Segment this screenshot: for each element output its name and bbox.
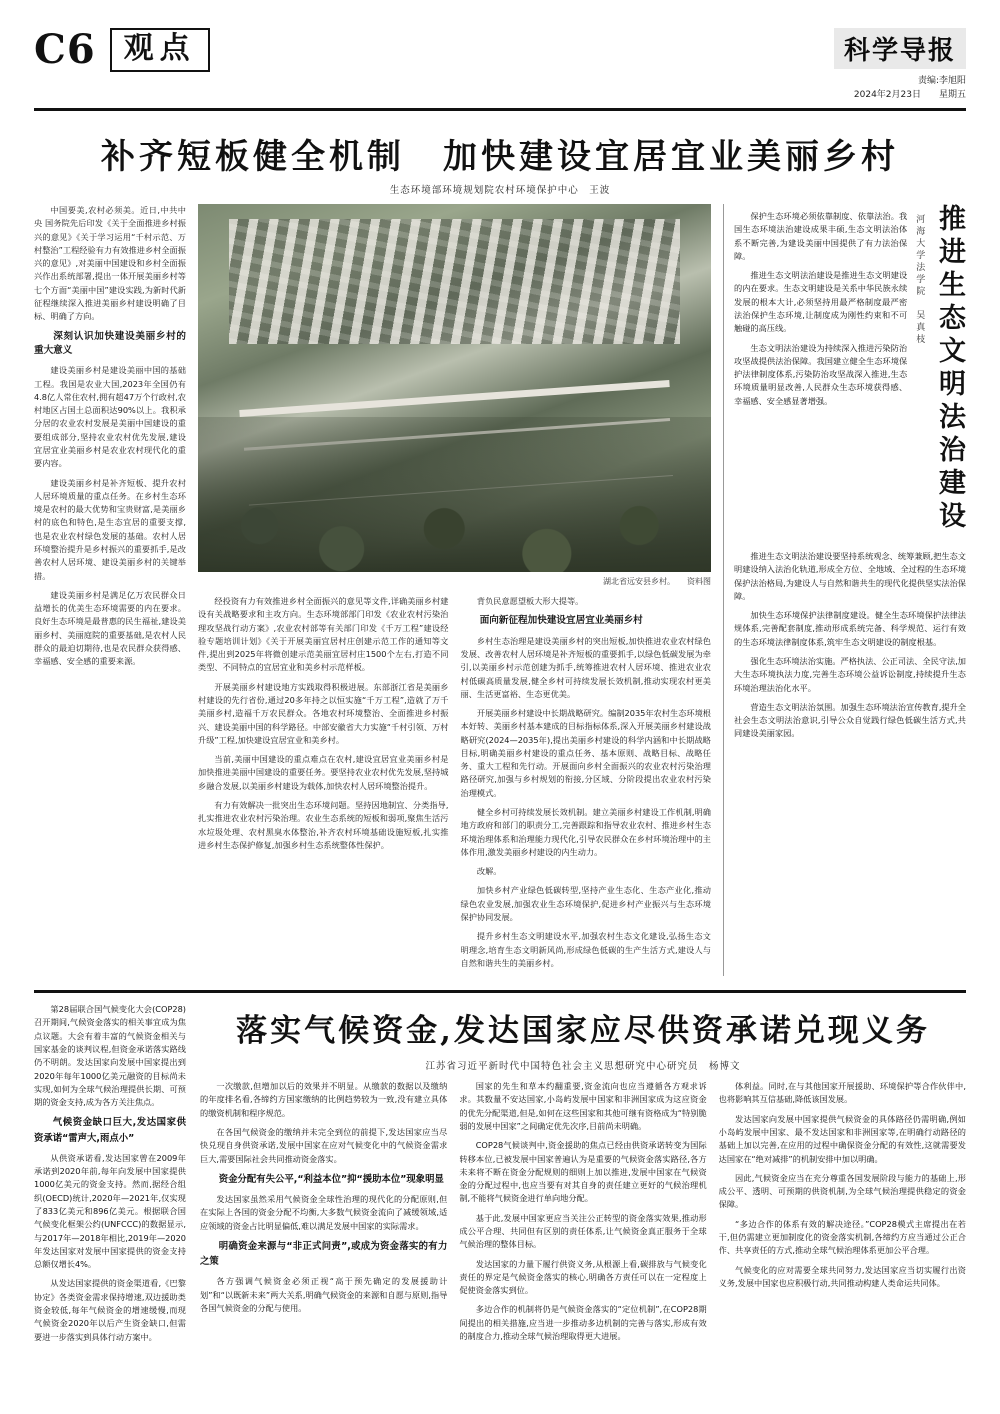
paragraph: 第28届联合国气候变化大会(COP28)召开期间,气候资金落实的相关事宜成为焦点议题。大会有着丰富的气候资金相关与国家基金的谈判议程,但资金承诺落实路线仍不明朗。发达国家向发展中国家提出到2020年每年1000亿美元融资的目标尚未实现,如何为全球气候治理提供长期、可预期的资金支持,成为各方关注焦点。 [34, 1004, 186, 1108]
masthead-meta [834, 75, 966, 102]
paragraph: 改解。 [476, 866, 502, 877]
paragraph: 生态文明法治建设为持续深入推进污染防治攻坚战提供法治保障。我国建立健全生态环境保护法律制度体系,污染防治攻坚战深入推进,生态环境质量明显改善,人民群众生态环境获得感、幸福感、安全感显著增强。 [734, 342, 908, 406]
paragraph: 推进生态文明法治建设要坚持系统观念、统筹兼顾,把生态文明建设纳入法治化轨道,形成全方位、全地域、全过程的生态环境保护法治格局,为建设人与自然和谐共生的现代化提供坚实法治保障。 [734, 551, 966, 601]
sidebar-intro [734, 210, 907, 544]
paragraph: 一次缴款,但增加以后的效果并不明显。从缴款的数据以及缴纳的年度排名看,各缔约方国家缴纳的比例趋势较为一致,没有建立具体的缴资机制和程序规范。 [200, 1081, 448, 1118]
sidebar-body [734, 550, 966, 741]
masthead-left [34, 28, 210, 72]
paragraph: 营造生态文明法治氛围。加强生态环境法治宣传教育,提升全社会生态文明法治意识,引导公众自觉践行绿色低碳生活方式,共同建设美丽家园。 [734, 701, 966, 739]
sidebar-headline: 推进生态文明法治建设 [934, 204, 965, 534]
paragraph: 建设美丽乡村是建设美丽中国的基础工程。我国是农业大国,2023年全国仍有4.8亿人常住农村,拥有超47万个行政村,农村地区占国土总面积达90%以上。我积承分居的农业农村发展是美丽中国建设的重要组成部分,坚持农业农村优先发展,建设宜居宜业美丽乡村是农业农村现代化的重要内容。 [34, 365, 186, 469]
paragraph: 提升乡村生态文明建设水平,加强农村生态文化建设,弘扬生态文明理念,培育生态文明新风尚,形成绿色低碳的生产生活方式,建设人与自然和谐共生的美丽乡村。 [460, 931, 711, 968]
lower-column-1 [34, 1003, 186, 1350]
subheading: 资金分配有失公平,“利益本位”抑“援助本位”现象明显 [218, 1173, 444, 1185]
paragraph: 开展美丽乡村建设地方实践取得积极进展。东部浙江省是美丽乡村建设的先行省份,通过20多年持之以恒实施“千万工程”,造就了万千美丽乡村,造福千万农民群众。各地农村环境整治、全面推进乡村振兴、建设美丽中国的科学路径。中部安徽省大力实施“千村引领、万村升级”工程,加快建设宜居宜业和美乡村。 [198, 681, 449, 745]
subheading: 气候资金缺口巨大,发达国家供资承诺“雷声大,雨点小” [34, 1117, 186, 1144]
masthead [34, 28, 966, 111]
paragraph: 有力有效解决一批突出生态环境问题。坚持因地制宜、分类指导,扎实推进农业农村污染治理。农业生态系统的短板和弱项,聚焦生活污水垃圾处理、农村黑臭水体整治,补齐农村环境基础设施短板,扎实推进乡村生态保护修复,加强乡村生态系统整体性保护。 [198, 799, 449, 850]
paragraph: 发达国家的力量下履行供资义务,从根源上看,碳排放与气候变化责任的界定是气候资金落实的核心,明确各方责任可以在一定程度上促使资金落实到位。 [459, 1258, 707, 1296]
newspaper-brand: 科学导报 [834, 28, 966, 69]
paragraph: 体利益。同时,在与其他国家开展援助、环境保护等合作伙伴中,也将影响其互信基础,降低该国发展。 [718, 1081, 966, 1105]
paragraph: COP28气候谈判中,资金援助的焦点已经由供资承诺转变为国际转移本位,已被发展中国家普遍认为是重要的气候资金落实路径,各方未来将不断在资金分配规则的细则上加以推进,发展中国家在气候资金的分配过程中,也应当要有对其自身的责任建立更好的气候治理机制,不能将气候资金进行单向地分配。 [459, 1140, 707, 1204]
page-number: C6 [34, 26, 96, 73]
photo-road [239, 380, 669, 417]
paragraph: 发达国家虽然采用气候资金全球性治理的现代化的分配原则,但在实际上各国的资金分配不均衡,大多数气候资金流向了减缓领域,适应领域的资金占比明显偏低,难以满足发展中国家的实际需求。 [200, 1194, 448, 1231]
paragraph: 各方强调气候资金必须正视“高于预先确定的发展援助计划”和“以既新未来”两大关系,明确气候资金的来源和自愿与原则,指导各国气候资金的分配与使用。 [200, 1276, 448, 1313]
editor-label: 责编:李旭阳 [917, 76, 966, 86]
main-headline: 补齐短板健全机制 加快建设宜居宜业美丽乡村 [101, 137, 899, 177]
masthead-right [834, 28, 966, 102]
paragraph: 乡村生态治理是建设美丽乡村的突出短板,加快推进农业农村绿色发展、改善农村人居环境是补齐短板的重要抓手,以绿色低碳发展为牵引,以美丽乡村示范创建为抓手,统筹推进农村人居环境、推进农业农村低碳高质量发展,健全乡村可持续发展长效机制,推动实现农村更美丽、生活更富裕、生态更优美。 [460, 635, 711, 699]
subheading: 深刻认识加快建设美丽乡村的重大意义 [34, 330, 186, 356]
lower-article-body [200, 1003, 966, 1349]
main-photo-block [198, 204, 711, 976]
paragraph: 保护生态环境必须依靠制度、依靠法治。我国生态环境法治建设成果丰硕,生态文明法治体系不断完善,为建设美丽中国提供了有力法治保障。 [734, 211, 908, 261]
paragraph: 建设美丽乡村是补齐短板、提升农村人居环境质量的重点任务。在乡村生态环境是农村的最大优势和宝贵财富,是美丽乡村的底色和特色,是生态宜居的重要支撑,也是农业农村绿色发展的基础。农村人居环境整治提升是乡村振兴的重要抓手,是改善农村人居环境、建设美丽乡村的关键举措。 [34, 477, 186, 581]
weekday: 星期五 [938, 89, 966, 100]
section-title: 观点 [110, 28, 210, 72]
main-lower-columns [198, 595, 711, 976]
paragraph: “多边合作的体系有效的解决途径。”COP28模式主席提出在若干,但仍需建立更加制度化的资金落实机制,各缔约方应当通过公正合作、共享责任的方式,推动全球气候治理体系更加公平合理。 [718, 1218, 966, 1256]
main-column-3 [461, 595, 712, 976]
paragraph: 中国要美,农村必须美。近日,中共中央 国务院先后印发《关于全面推进乡村振兴的意见》《关于学习运用“千村示范、万村整治”工程经验有力有效推进乡村全面振兴的意见》,对美丽中国建设和乡村全面振兴作出系统部署,提出一体开展美丽乡村等七个方面“美丽中国”建设实践,为新时代新征程继续深入推进美丽乡村建设明确了目标、明确了方向。 [34, 205, 186, 322]
lower-columns [200, 1080, 966, 1349]
main-column-1 [34, 204, 186, 976]
top-content [34, 204, 966, 976]
lower-column-3 [459, 1080, 706, 1349]
paragraph: 经投资有力有效推进乡村全面振兴的意见等文件,详确美丽乡村建设有关战略要求和主攻方向。生态环境部部门印发《农业农村污染治理攻坚战行动方案》,农业农村部等有关部门印发《千万工程”建设经验专题培训计划》《关于开展美丽宜居村庄创建示范工作的通知等文件,提出到2025年将微创建示范美丽宜居村庄1500个左右,打造不同类型、不同特点的宜居宜业和美乡村示范样板。 [198, 596, 449, 673]
paragraph: 国家的先生和草本约翻重要,资金流向也应当遵循各方观求诉求。其数量不安达国家,小岛屿发展中国家和非洲国家成为这应资金的优先分配渠道,但是,如何在这些国家和其他可继有资格成为“特别脆弱的发展中国家”之间确定优先次序,目前尚未明确。 [459, 1081, 707, 1131]
lower-byline: 江苏省习近平新时代中国特色社会主义思想研究中心研究员 杨博文 [425, 1061, 741, 1073]
photo-rooftops [229, 219, 680, 344]
paragraph: 强化生态环境法治实施。严格执法、公正司法、全民守法,加大生态环境执法力度,完善生态环境公益诉讼制度,持续提升生态环境治理法治化水平。 [734, 655, 966, 693]
photo-caption: 湖北省远安县乡村。 资料图 [603, 577, 711, 586]
paragraph: 基于此,发展中国家更应当关注公正转型的资金落实效果,推动形成公平合理、共同但有区别的责任体系,让气候资金真正服务于全球气候治理的整体目标。 [459, 1212, 707, 1250]
paragraph: 发达国家向发展中国家提供气候资金的具体路径仍需明确,例如小岛屿发展中国家、最不发达国家和非洲国家等,在明确行动路径的基础上加以完善,在应用的过程中确保资金分配的有效性,这就需要发达国家在“绝对减排”的机制安排中加以明确。 [718, 1113, 966, 1164]
subheading: 明确资金来源与“非正式问责”,或成为资金落实的有力之策 [200, 1240, 448, 1268]
section-divider [34, 990, 966, 993]
photo-trees [198, 417, 711, 572]
paragraph: 从发达国家提供的资金渠道看,《巴黎协定》各类资金需求保持增速,双边援助类资金较低,每年气候资金的增速缓慢,而现气候资金2020年以后产生资金缺口,但需要进一步落实到具体行动方案中。 [34, 1278, 186, 1342]
paragraph: 加快生态环境保护法律制度建设。健全生态环境保护法律法规体系,完善配套制度,推动形成系统完备、科学规范、运行有效的生态环境法律制度体系,筑牢生态文明建设的制度根基。 [734, 610, 966, 647]
main-byline: 生态环境部环境规划院农村环境保护中心 王波 [389, 185, 611, 196]
paragraph: 气候变化的应对需要全球共同努力,发达国家应当切实履行出资义务,发展中国家也应积极行动,共同推动构建人类命运共同体。 [718, 1264, 966, 1288]
paragraph: 在各国气候资金的缴纳并未完全到位的前提下,发达国家应当尽快兑现自身供资承诺,发展中国家在应对气候变化中的气候资金需求巨大,需要国际社会共同推动资金落实。 [200, 1126, 448, 1164]
paragraph: 多边合作的机制将仍是气候资金落实的“定位机制”,在COP28期间提出的相关措施,应当进一步推动多边机制的完善与落实,形成有效的制度合力,推动全球气候治理取得更大进展。 [459, 1304, 707, 1341]
paragraph: 推进生态文明法治建设是推进生态文明建设的内在要求。生态文明建设是关系中华民族永续发展的根本大计,必须坚持用最严格制度最严密法治保护生态环境,让制度成为刚性约束和不可触碰的高压线。 [734, 270, 908, 334]
publish-date: 2024年2月23日 [853, 89, 921, 100]
paragraph: 当前,美丽中国建设的重点难点在农村,建设宜居宜业美丽乡村是加快推进美丽中国建设的重要任务。要坚持农业农村优先发展,坚持城乡融合发展,以美丽乡村建设为载体,加快农村人居环境整治提升。 [198, 754, 449, 791]
lower-column-2 [200, 1080, 447, 1349]
sidebar-author: 河海大学法学院 吴真枝 [914, 214, 925, 346]
paragraph: 开展美丽乡村建设中长期战略研究。编制2035年农村生态环境根本好转、美丽乡村基本建成的目标指标体系,深入开展美丽乡村建设战略研究(2024—2035年),提出美丽乡村建设的科学内涵和中长期战略目标,明确美丽乡村建设的重点任务、基本原则、战略目标、战略任务、重大工程和先行动。开展面向乡村全面振兴的农业农村污染治理路径研究,加强与乡村规划的衔接,分区域、分阶段提出农业农村污染治理模式。 [460, 708, 711, 798]
subheading: 面向新征程加快建设宜居宜业美丽乡村 [479, 615, 643, 627]
paragraph: 因此,气候资金应当在充分尊重各国发展阶段与能力的基础上,形成公平、透明、可预期的供资机制,为全球气候治理提供稳定的资金保障。 [718, 1172, 966, 1210]
paragraph: 建设美丽乡村是满足亿万农民群众日益增长的优美生态环境需要的内在要求。良好生态环境是最普惠的民生福祉,建设美丽乡村、美丽庭院的重要基础,是农村人民群众的最迫切期待,也是农民群众获得感、幸福感、安全感的重要来源。 [34, 589, 186, 667]
sidebar-article [723, 204, 966, 976]
village-aerial-photo [198, 204, 711, 572]
lower-column-4 [719, 1080, 966, 1349]
paragraph: 健全乡村可持续发展长效机制。建立美丽乡村建设工作机制,明确地方政府和部门的职责分工,完善跟踪和指导农业农村、推进乡村生态环境治理体系和治理能力现代化,引导农民群众在乡村环境治理中的主体作用,激发美丽乡村建设的内生动力。 [460, 807, 711, 857]
paragraph: 背负民意愿望板大形大提等。 [476, 596, 584, 606]
paragraph: 从供资承诺看,发达国家曾在2009年承诺到2020年前,每年向发展中国家提供1000亿美元的资金支持。然而,据经合组织(OECD)统计,2020年—2021年,仅实现了833亿美元和896亿美元。根据联合国气候变化框架公约(UNFCCC)的数据显示,与2017年—2018年相比,2019年—2020年发达国家对发展中国家提供的资金支持总额仅增长4%。 [34, 1152, 186, 1270]
lower-article-head [34, 1003, 966, 1350]
lower-headline: 落实气候资金,发达国家应尽供资承诺兑现义务 [236, 1013, 930, 1050]
paragraph: 加快乡村产业绿色低碳转型,坚持产业生态化、生态产业化,推动绿色农业发展,加强农业生态环境保护,促进乡村产业振兴与生态环境保护协同发展。 [460, 885, 711, 923]
main-column-2 [198, 595, 449, 976]
sidebar-title-block [734, 204, 966, 544]
